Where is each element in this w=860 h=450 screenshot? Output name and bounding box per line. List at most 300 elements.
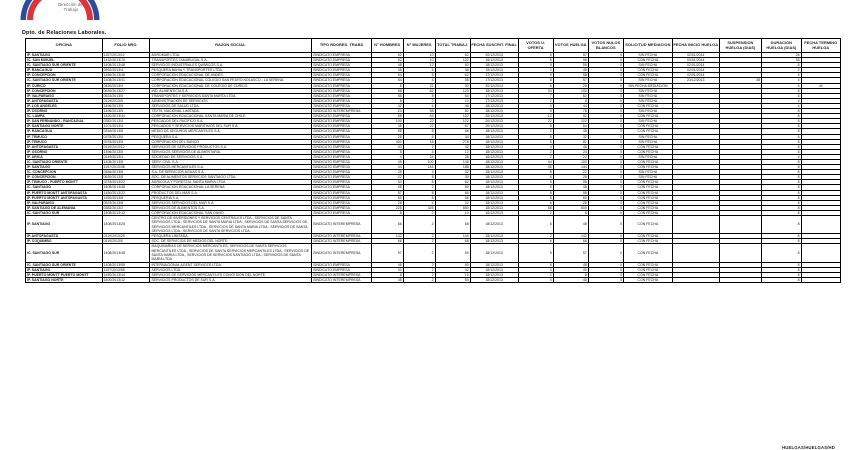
cell-inicio — [672, 244, 719, 262]
cell-inicio: 03/01/2014 — [672, 58, 719, 63]
cell-hombres: 66 — [371, 239, 403, 244]
cell-hombres: 225 — [371, 205, 403, 210]
table-row[interactable] — [26, 216, 841, 234]
cell-votos_oferta: 4 — [518, 103, 553, 108]
cell-mujeres: 10 — [403, 53, 435, 58]
cell-oficina: IP. RANCAGUA — [26, 68, 103, 73]
cell-total: 30 — [435, 175, 470, 180]
cell-folio: 1408/2013/48 — [102, 63, 150, 68]
cell-mujeres: 4 — [403, 103, 435, 108]
cell-razon: CORPORACION EDUCACIONAL LA SERENA. — [150, 185, 312, 190]
cell-solicitud: SIN FECHA — [623, 139, 672, 144]
column-header-15: FECHA TERMINO HUELGA — [801, 39, 840, 53]
cell-duracion: 8 — [762, 272, 801, 277]
cell-hombres: 58 — [371, 129, 403, 134]
cell-oficina: IP. VALPARAISO — [26, 200, 103, 205]
cell-total: 68 — [435, 239, 470, 244]
cell-votos_nulos: 0 — [588, 114, 623, 119]
cell-oficina: IC. SANTIAGO ORIENTE — [26, 159, 103, 164]
cell-tipo: SINDICATO EMPRESA — [312, 159, 372, 164]
cell-total: 42 — [435, 267, 470, 272]
cell-oficina: IP. ANTOFAGASTA — [26, 98, 103, 103]
cell-tipo: SINDICATO EMPRESA — [312, 154, 372, 159]
cell-mujeres: 2 — [403, 277, 435, 282]
cell-folio: 1157/2013/55 — [102, 267, 150, 272]
cell-oficina: IC. SANTIAGO SUR — [26, 244, 103, 262]
column-header-11: SOLICITUD MEDIACION — [623, 39, 672, 53]
cell-votos_huelga: 57 — [553, 244, 588, 262]
cell-solicitud: CON FECHA — [623, 68, 672, 73]
cell-total: 46 — [435, 103, 470, 108]
cell-solicitud: SIN FECHA — [623, 63, 672, 68]
cell-hombres: 48 — [371, 185, 403, 190]
cell-duracion: 8 — [762, 124, 801, 129]
cell-folio: 1400/2013/12 — [102, 277, 150, 282]
cell-total: 10 — [435, 272, 470, 277]
cell-mujeres: 10 — [403, 58, 435, 63]
cell-fecha_final: 18/12/2013 — [470, 63, 518, 68]
cell-mujeres: 8 — [403, 93, 435, 98]
cell-votos_huelga: 40 — [553, 267, 588, 272]
cell-votos_huelga: 48 — [553, 68, 588, 73]
cell-oficina: IP. TEMUCO — [26, 139, 103, 144]
cell-fecha_final: 18/12/2013 — [470, 180, 518, 185]
cell-solicitud: CON FECHA — [623, 200, 672, 205]
cell-duracion: 8 — [762, 185, 801, 190]
cell-duracion: 8 — [762, 144, 801, 149]
cell-razon: CORPORACION EDUCACIONAL SAN DAVID. — [150, 210, 312, 215]
cell-folio: 1408/2013/8 — [102, 159, 150, 164]
cell-tipo: SINDICATO EMPRESA — [312, 93, 372, 98]
cell-razon: IND. ALIMENTICIA S.A. — [150, 88, 312, 93]
cell-tipo: SINDICATO EMPRESA — [312, 175, 372, 180]
cell-tipo: SINDICATO EMPRESA — [312, 144, 372, 149]
cell-oficina: IP. SANTIAGO — [26, 53, 103, 58]
cell-oficina: IP. OSORNO — [26, 109, 103, 114]
column-header-10: VOTOS NULOS BLANCOS — [588, 39, 623, 53]
cell-solicitud: SIN FECHA — [623, 53, 672, 58]
cell-mujeres: 425 — [403, 205, 435, 210]
cell-oficina: IC. SANTIAGO SUR ORIENTE — [26, 262, 103, 267]
cell-votos_oferta: 2 — [518, 272, 553, 277]
cell-solicitud: CON FECHA — [623, 124, 672, 129]
cell-votos_huelga: 98 — [553, 58, 588, 63]
cell-hombres: 8 — [371, 272, 403, 277]
cell-votos_huelga: 8 — [553, 272, 588, 277]
cell-fecha_final: 20/12/2013 — [470, 114, 518, 119]
department-label: Dpto. de Relaciones Laborales. — [22, 30, 107, 36]
cell-votos_nulos: 0 — [588, 244, 623, 262]
cell-total: 50 — [435, 277, 470, 282]
cell-solicitud: CON FECHA — [623, 267, 672, 272]
cell-votos_huelga: 28 — [553, 200, 588, 205]
cell-total: 68 — [435, 216, 470, 234]
cell-fecha_final: 18/12/2013 — [470, 216, 518, 234]
cell-tipo: SINDICATO EMPRESA — [312, 119, 372, 124]
cell-total: 10 — [435, 210, 470, 215]
cell-hombres: 40 — [371, 144, 403, 149]
cell-total: 68 — [435, 195, 470, 200]
cell-razon: SERVICIOS LTDA. — [150, 267, 312, 272]
footer-note: HUELGAS/HUELGAS/HD — [782, 445, 835, 450]
cell-folio: 1157/2013/12 — [102, 53, 150, 58]
cell-razon: CORPORACION EDUCACIONAL DE COLEGIO DE CURICO. — [150, 83, 312, 88]
cell-votos_huelga: 142 — [553, 234, 588, 239]
cell-fecha_final: 17/12/2013 — [470, 93, 518, 98]
cell-folio: 1408/2013/41 — [102, 78, 150, 83]
cell-votos_huelga: 57 — [553, 53, 588, 58]
cell-hombres: 48 — [371, 63, 403, 68]
cell-oficina: IP. PUERTO MONTT PUERTO MONTT — [26, 272, 103, 277]
cell-hombres: 45 — [371, 159, 403, 164]
cell-votos_oferta: 2 — [518, 210, 553, 215]
cell-duracion: 8 — [762, 114, 801, 119]
cell-fecha_final: 18/12/2013 — [470, 154, 518, 159]
cell-fecha_final: 18/12/2013 — [470, 267, 518, 272]
cell-total: 50 — [435, 185, 470, 190]
cell-votos_nulos: 0 — [588, 83, 623, 88]
cell-oficina: IP. ANTOFAGASTA — [26, 234, 103, 239]
cell-votos_nulos: 0 — [588, 98, 623, 103]
cell-votos_oferta: 2 — [518, 234, 553, 239]
cell-votos_oferta: 45 — [518, 165, 553, 170]
cell-mujeres: 18 — [403, 139, 435, 144]
cell-solicitud: CON FECHA — [623, 272, 672, 277]
cell-inicio: 23/12/2013 — [672, 78, 719, 83]
cell-tipo: SINDICATO INTEREMPRESA — [312, 244, 372, 262]
cell-duracion: 8 — [762, 210, 801, 215]
cell-folio: 0382/2013/4 — [102, 119, 150, 124]
cell-mujeres: 2 — [403, 144, 435, 149]
cell-hombres: 48 — [371, 277, 403, 282]
cell-total: 42 — [435, 144, 470, 149]
cell-folio: 0456/2013/8 — [102, 170, 150, 175]
cell-fecha_final: 18/12/2013 — [470, 244, 518, 262]
cell-razon: SERVICIOS DE ALIMENTOS S.A. — [150, 205, 312, 210]
cell-total: 278 — [435, 139, 470, 144]
cell-votos_nulos: 0 — [588, 129, 623, 134]
cell-votos_huelga: 22 — [553, 170, 588, 175]
cell-total: 48 — [435, 68, 470, 73]
cell-votos_nulos: 0 — [588, 119, 623, 124]
cell-oficina: IP. CONCEPCION — [26, 73, 103, 78]
cell-votos_oferta: 34 — [518, 88, 553, 93]
cell-hombres: 58 — [371, 114, 403, 119]
cell-total: 59 — [435, 244, 470, 262]
cell-tipo: SINDICATO EMPRESA — [312, 103, 372, 108]
cell-mujeres: 12 — [403, 63, 435, 68]
cell-duracion: 8 — [762, 216, 801, 234]
cell-fecha_final: 16/12/2013 — [470, 58, 518, 63]
cell-mujeres: 22 — [403, 119, 435, 124]
cell-oficina: IP. PUERTO MONTT ANTOFAGASTA — [26, 190, 103, 195]
cell-oficina: IC. SAN MIGUEL — [26, 58, 103, 63]
cell-oficina: IP. PUERTO MONTT ANTOFAGASTA — [26, 195, 103, 200]
cell-total: 66 — [435, 129, 470, 134]
cell-fecha_final: 18/12/2013 — [470, 139, 518, 144]
cell-total: 62 — [435, 73, 470, 78]
cell-tipo: SINDICATO EMPRESA — [312, 185, 372, 190]
cell-folio: 1450/2013/22 — [102, 190, 150, 195]
cell-tipo: SINDICATO EMPRESA — [312, 88, 372, 93]
cell-votos_oferta: 9 — [518, 63, 553, 68]
cell-votos_nulos: 0 — [588, 175, 623, 180]
cell-folio: 1450/2013/8 — [102, 195, 150, 200]
cell-duracion: 6 — [762, 134, 801, 139]
cell-hombres: 57 — [371, 244, 403, 262]
cell-votos_nulos: 0 — [588, 277, 623, 282]
cell-hombres: 400 — [371, 139, 403, 144]
cell-tipo: SINDICATO EMPRESA — [312, 129, 372, 134]
cell-duracion: 35 — [762, 58, 801, 63]
cell-razon: SERVICIOS DE SALUD LTDA. — [150, 103, 312, 108]
cell-fecha_final: 18/12/2013 — [470, 159, 518, 164]
cell-tipo: SINDICATO INTEREMPRESA — [312, 272, 372, 277]
cell-mujeres: 100 — [403, 159, 435, 164]
cell-solicitud: CON FECHA — [623, 114, 672, 119]
cell-mujeres: 144 — [403, 165, 435, 170]
cell-votos_huelga: 66 — [553, 239, 588, 244]
cell-fecha_final: 20/12/2013 — [470, 124, 518, 129]
cell-votos_oferta: 2 — [518, 68, 553, 73]
cell-suspension — [719, 277, 762, 282]
cell-mujeres: 8 — [403, 73, 435, 78]
cell-folio: 1420/2013/44 — [102, 114, 150, 119]
column-header-8: VOTOS U. OFERTA — [518, 39, 553, 53]
cell-razon: TRANSPORTES TAMARUGAL S.A. — [150, 58, 312, 63]
cell-votos_huelga: 48 — [553, 185, 588, 190]
table-body — [26, 53, 841, 283]
cell-folio: 0378/2013/22 — [102, 180, 150, 185]
cell-solicitud: CON FECHA — [623, 185, 672, 190]
cell-folio: 0378/2013/5 — [102, 139, 150, 144]
cell-hombres: 42 — [371, 103, 403, 108]
cell-inicio: 02/01/2014 — [672, 73, 719, 78]
cell-razon: AGROMAR LTDA. — [150, 53, 312, 58]
cell-folio: 1408/2013/48 — [102, 185, 150, 190]
cell-termino — [801, 216, 840, 234]
cell-duracion: 8 — [762, 63, 801, 68]
cell-solicitud: CON FECHA — [623, 144, 672, 149]
cell-votos_huelga: 48 — [553, 144, 588, 149]
cell-solicitud: CON FECHA — [623, 262, 672, 267]
cell-hombres: 28 — [371, 200, 403, 205]
cell-votos_huelga: 144 — [553, 165, 588, 170]
cell-oficina: IP. SAN FERNANDO - RANCAGUA — [26, 119, 103, 124]
cell-razon: PESQUERA LIMITADA. — [150, 234, 312, 239]
cell-fecha_final: 18/12/2013 — [470, 210, 518, 215]
cell-oficina: IP. SANTIAGO — [26, 267, 103, 272]
cell-votos_oferta: 5 — [518, 262, 553, 267]
cell-oficina: IP. OSORNO — [26, 149, 103, 154]
cell-votos_oferta: 8 — [518, 195, 553, 200]
cell-oficina: IC. SANTIAGO SUR ORIENTE — [26, 78, 103, 83]
cell-fecha_final: 18/12/2013 — [470, 109, 518, 114]
cell-total: 102 — [435, 114, 470, 119]
cell-folio: 0119/2013/12 — [102, 144, 150, 149]
cell-votos_oferta: 22 — [518, 119, 553, 124]
cell-total: 50 — [435, 262, 470, 267]
cell-votos_oferta: 5 — [518, 277, 553, 282]
cell-total: 32 — [435, 200, 470, 205]
cell-votos_oferta: 5 — [518, 185, 553, 190]
cell-fecha_final: 20/12/2013 — [470, 83, 518, 88]
cell-mujeres: 2 — [403, 98, 435, 103]
cell-inicio: 02/01/2014 — [672, 63, 719, 68]
cell-tipo: SINDICATO EMPRESA — [312, 262, 372, 267]
table-row[interactable] — [26, 244, 841, 262]
cell-solicitud: CON FECHA — [623, 210, 672, 215]
cell-votos_oferta: 2 — [518, 149, 553, 154]
cell-duracion: 8 — [762, 170, 801, 175]
cell-folio: 1408/2013/25 — [102, 216, 150, 234]
cell-votos_nulos: 0 — [588, 190, 623, 195]
cell-oficina: IP. ARICA — [26, 154, 103, 159]
cell-fecha_final: 18/12/2013 — [470, 149, 518, 154]
cell-folio: 0318/2013/8 — [102, 129, 150, 134]
cell-votos_nulos: 0 — [588, 170, 623, 175]
cell-razon: MEDIO DE SEGUROS MERCANTILES S.A. — [150, 129, 312, 134]
cell-hombres: 142 — [371, 234, 403, 239]
cell-folio: 0149/2013/4 — [102, 154, 150, 159]
cell-razon: PESQUERIA S.A. — [150, 195, 312, 200]
cell-hombres: 4 — [371, 154, 403, 159]
cell-inicio: 02/01/2014 — [672, 53, 719, 58]
cell-total: 32 — [435, 170, 470, 175]
cell-votos_huelga: 78 — [553, 109, 588, 114]
cell-duracion: 6 — [762, 149, 801, 154]
cell-duracion: 5 — [762, 83, 801, 88]
cell-total: 30 — [435, 83, 470, 88]
cell-mujeres: 4 — [403, 170, 435, 175]
cell-razon: S.A. DE SERVICIOS AGUAS S.A. — [150, 170, 312, 175]
cell-folio: 1496/2013/9 — [102, 103, 150, 108]
cell-votos_nulos: 0 — [588, 216, 623, 234]
cell-tipo: SINDICATO EMPRESA — [312, 139, 372, 144]
cell-tipo: SINDICATO INTEREMPRESA — [312, 277, 372, 282]
cell-total: 10 — [435, 98, 470, 103]
cell-mujeres: 24 — [403, 154, 435, 159]
cell-fecha_final: 18/12/2013 — [470, 190, 518, 195]
cell-votos_oferta: 8 — [518, 190, 553, 195]
cell-hombres: 22 — [371, 175, 403, 180]
cell-votos_oferta: 6 — [518, 134, 553, 139]
cell-solicitud: SIN FECHA — [623, 109, 672, 114]
cell-solicitud: CON FECHA — [623, 129, 672, 134]
cell-razon: CORPORACION EDUCACIONAL SANTA MARIA DE CHILE. — [150, 114, 312, 119]
cell-votos_oferta: 8 — [518, 58, 553, 63]
cell-votos_nulos: 0 — [588, 134, 623, 139]
cell-tipo: SINDICATO INTEREMPRESA — [312, 109, 372, 114]
cell-votos_huelga: 100 — [553, 159, 588, 164]
cell-votos_nulos: 0 — [588, 165, 623, 170]
cell-votos_oferta: 7 — [518, 93, 553, 98]
cell-votos_huelga: 600 — [553, 205, 588, 210]
column-header-2: RAZON SOCIAL. — [150, 39, 312, 53]
cell-total: 64 — [435, 93, 470, 98]
cell-mujeres: 2 — [403, 272, 435, 277]
cell-votos_oferta: 6 — [518, 239, 553, 244]
cell-suspension — [719, 244, 762, 262]
cell-hombres: 8 — [371, 149, 403, 154]
cell-tipo: SINDICATO EMPRESA — [312, 200, 372, 205]
cell-folio: 1408/2013/55 — [102, 262, 150, 267]
cell-total: 67 — [435, 124, 470, 129]
cell-oficina: IP. SANTIAGO NORTE — [26, 124, 103, 129]
cell-folio: 1496/2013/5 — [102, 149, 150, 154]
cell-razon: SERV. CIVIL S.A. — [150, 159, 312, 164]
cell-razon: SERVICIOS DE SERVICIOS PRODUCTOS S.A. — [150, 144, 312, 149]
cell-hombres: 45 — [371, 124, 403, 129]
cell-folio: 0639/2013/8 — [102, 175, 150, 180]
cell-folio: 0119/2013/5 — [102, 98, 150, 103]
cell-votos_nulos: 0 — [588, 272, 623, 277]
cell-tipo: SINDICATO INTEREMPRESA — [312, 239, 372, 244]
cell-razon: TEXTIL NACIONAL LIMITADA. — [150, 109, 312, 114]
cell-tipo: SINDICATO EMPRESA — [312, 190, 372, 195]
cell-tipo: SINDICATO EMPRESA — [312, 205, 372, 210]
cell-mujeres: 58 — [403, 109, 435, 114]
cell-duracion: 8 — [762, 88, 801, 93]
cell-duracion: 28 — [762, 53, 801, 58]
cell-termino: 44 — [801, 83, 840, 88]
cell-fecha_final: 17/12/2013 — [470, 98, 518, 103]
cell-tipo: SINDICATO EMPRESA — [312, 124, 372, 129]
cell-folio: 1432/2013/76 — [102, 58, 150, 63]
cell-mujeres: 8 — [403, 180, 435, 185]
cell-tipo: SINDICATO EMPRESA — [312, 68, 372, 73]
cell-votos_nulos: 0 — [588, 262, 623, 267]
cell-total: 102 — [435, 58, 470, 63]
cell-fecha_final: 18/12/2013 — [470, 175, 518, 180]
column-header-12: FECHA INICIO HUELGA — [672, 39, 719, 53]
cell-duracion: 8 — [762, 190, 801, 195]
cell-razon: SOCIEDAD DE SERVICIOS S.A. — [150, 154, 312, 159]
cell-total: 82 — [435, 109, 470, 114]
cell-mujeres: 22 — [403, 124, 435, 129]
cell-solicitud: CON FECHA — [623, 216, 672, 234]
cell-duracion: 8 — [762, 139, 801, 144]
cell-votos_huelga: 62 — [553, 93, 588, 98]
cell-mujeres: 22 — [403, 83, 435, 88]
cell-duracion: 8 — [762, 277, 801, 282]
cell-fecha_final: 18/12/2013 — [470, 165, 518, 170]
cell-fecha_final: 18/12/2013 — [470, 134, 518, 139]
cell-votos_nulos: 0 — [588, 93, 623, 98]
cell-votos_nulos: 0 — [588, 185, 623, 190]
cell-mujeres: 2 — [403, 262, 435, 267]
cell-total: 145 — [435, 159, 470, 164]
cell-hombres: 28 — [371, 170, 403, 175]
cell-duracion: 8 — [762, 267, 801, 272]
table-row[interactable] — [26, 277, 841, 282]
cell-solicitud: SIN FECHA — [623, 98, 672, 103]
cell-solicitud: CON FECHA — [623, 277, 672, 282]
cell-votos_nulos: 0 — [588, 103, 623, 108]
cell-fecha_final: 18/12/2013 — [470, 205, 518, 210]
cell-razon: PRODUCTOS DEL MAR S.A. — [150, 190, 312, 195]
cell-folio: 0426/2013/9 — [102, 83, 150, 88]
cell-razon: PESQUERA S.A. — [150, 134, 312, 139]
cell-votos_oferta: 2 — [518, 129, 553, 134]
cell-razon: SERVICIOS SERVICIOS DEL MAR S.A. — [150, 200, 312, 205]
cell-total: 60 — [435, 63, 470, 68]
cell-votos_oferta: 8 — [518, 124, 553, 129]
cell-votos_nulos: 0 — [588, 109, 623, 114]
cell-votos_oferta: 6 — [518, 200, 553, 205]
cell-votos_huelga: 58 — [553, 73, 588, 78]
cell-votos_oferta: 2 — [518, 98, 553, 103]
